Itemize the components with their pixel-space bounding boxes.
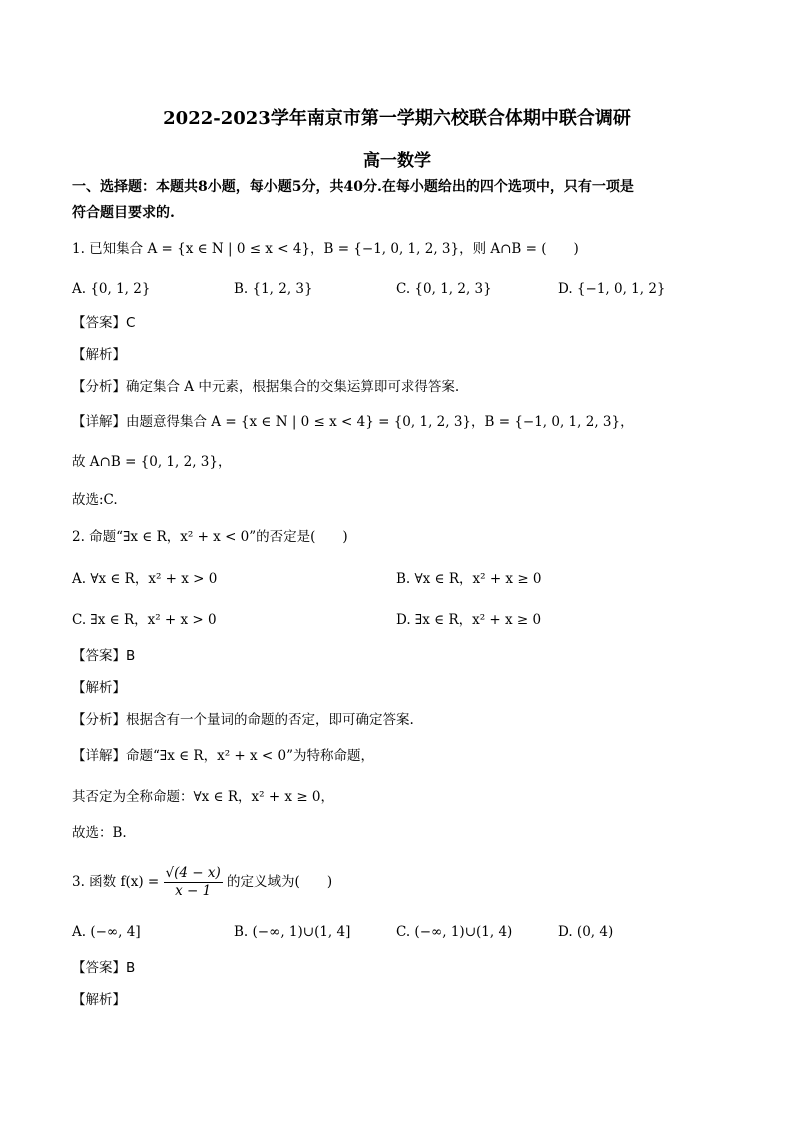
q3-fraction-numerator: √(4 − x): [165, 865, 221, 881]
q3-stem: [72, 862, 332, 902]
q2-stem: 2. 命题“∃x ∈ R，x² + x < 0”的否定是( ): [72, 529, 348, 545]
q2-answer: 【答案】B: [72, 648, 136, 664]
q1-answer: 【答案】C: [72, 315, 136, 331]
page-subtitle: 高一数学: [363, 151, 431, 171]
q1-stem: 1. 已知集合 A = {x ∈ N | 0 ≤ x < 4}，B = {−1, 0, 1, 2, 3}，则 A∩B = ( ): [72, 241, 579, 257]
q1-xiangjie: 【详解】由题意得集合 A = {x ∈ N | 0 ≤ x < 4} = {0, 1, 2, 3}，B = {−1, 0, 1, 2, 3}，: [72, 414, 634, 430]
q2-option-a: A. ∀x ∈ R，x² + x > 0: [72, 571, 218, 587]
q1-conclusion: 故选:C.: [72, 492, 118, 508]
q2-option-b: B. ∀x ∈ R，x² + x ≥ 0: [396, 571, 542, 587]
q3-option-b: B. (−∞, 1)∪(1, 4]: [234, 924, 351, 940]
q1-option-d: D. {−1, 0, 1, 2}: [558, 281, 666, 297]
q1-option-b: B. {1, 2, 3}: [234, 281, 313, 297]
q2-option-d: D. ∃x ∈ R，x² + x ≥ 0: [396, 612, 542, 628]
q2-option-c: C. ∃x ∈ R，x² + x > 0: [72, 612, 217, 628]
q2-xiangjie: 【详解】命题“∃x ∈ R，x² + x < 0”为特称命题，: [72, 748, 374, 764]
q3-stem-suffix: 的定义域为( ): [227, 874, 333, 890]
section-heading-line2: 符合题目要求的.: [72, 205, 175, 221]
q2-analysis-label: 【解析】: [72, 680, 126, 696]
q3-fraction-denominator: x − 1: [175, 883, 212, 899]
q3-analysis-label: 【解析】: [72, 992, 126, 1008]
q1-option-a: A. {0, 1, 2}: [72, 281, 151, 297]
page-title: 2022-2023学年南京市第一学期六校联合体期中联合调研: [163, 108, 631, 129]
q3-stem-prefix: 3. 函数 f(x) =: [72, 874, 160, 890]
q3-option-c: C. (−∞, 1)∪(1, 4): [396, 924, 513, 940]
q2-fenxi: 【分析】根据含有一个量词的命题的否定，即可确定答案.: [72, 712, 414, 728]
q3-option-a: A. (−∞, 4]: [72, 924, 141, 940]
q1-analysis-label: 【解析】: [72, 347, 126, 363]
q3-option-d: D. (0, 4): [558, 924, 614, 940]
q2-conclusion: 故选：B.: [72, 825, 127, 841]
q1-detail-line2: 故 A∩B = {0, 1, 2, 3}，: [72, 454, 232, 470]
q3-fraction: [164, 865, 223, 900]
q1-option-c: C. {0, 1, 2, 3}: [396, 281, 492, 297]
q3-answer: 【答案】B: [72, 960, 136, 976]
q2-detail-line2: 其否定为全称命题：∀x ∈ R，x² + x ≥ 0，: [72, 789, 335, 805]
section-heading-line1: 一、选择题：本题共8小题，每小题5分，共40分.在每小题给出的四个选项中，只有一项是: [72, 179, 634, 195]
q1-fenxi: 【分析】确定集合 A 中元素，根据集合的交集运算即可求得答案.: [72, 379, 460, 395]
